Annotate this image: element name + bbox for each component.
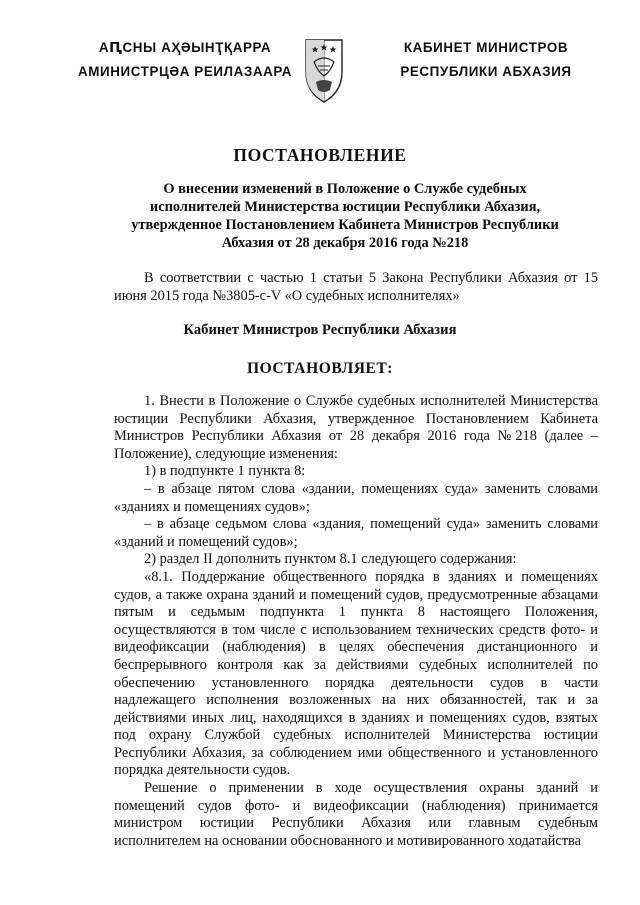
paragraph-7: Решение о применении в ходе осуществления охраны зданий и помещений судов фото- и видеофиксации (наблюдения) принимается министром юстиции Республики Абхазия или главным судебным исполнителем на основании обоснованного и мотивированного ходатайства xyxy=(114,780,598,849)
subject-line-2: исполнителей Министерства юстиции Республики Абхазия, xyxy=(149,199,541,215)
header-russian-line1: КАБИНЕТ МИНИСТРОВ xyxy=(403,40,569,55)
resolves-heading: ПОСТАНОВЛЯЕТ: xyxy=(246,360,394,377)
paragraph-2: 1) в подпункте 1 пункта 8: xyxy=(144,463,306,480)
document-title: ПОСТАНОВЛЕНИЕ xyxy=(233,145,407,165)
header-abkhaz-line1: АԤСНЫ АҲӘЫНҬҚАРРА xyxy=(98,40,272,55)
paragraph-1: 1. Внести в Положение о Службе судебных исполнителей Министерства юстиции Республики Абхазия, утвержденное Постановлением Кабинета Министров Республики Абхазия от 28 декабря 2016 года №218 (далее – Положение), следующие изменения: xyxy=(114,393,598,462)
coat-of-arms-icon xyxy=(300,32,348,104)
paragraph-3: – в абзаце пятом слова «здании, помещениях суда» заменить словами «зданиях и помещениях судов»; xyxy=(114,480,598,515)
paragraph-4: – в абзаце седьмом слова «здания, помещений суда» заменить словами «зданий и помещений судов»; xyxy=(114,516,598,550)
subject-line-4: Абхазия от 28 декабря 2016 года №218 xyxy=(221,235,469,251)
subject-line-3: утвержденное Постановлением Кабинета Министров Республики xyxy=(131,217,559,233)
header-russian-line2: РЕСПУБЛИКИ АБХАЗИЯ xyxy=(400,64,572,79)
subject-line-1: О внесении изменений в Положение о Службе судебных xyxy=(163,181,527,197)
paragraph-5: 2) раздел II дополнить пунктом 8.1 следующего содержания: xyxy=(144,551,517,568)
document-body xyxy=(114,393,598,850)
preamble-text: В соответствии с частью 1 статьи 5 Закона Республики Абхазия от 15 июня 2015 года №3805-с-V «О судебных исполнителях» xyxy=(114,270,598,304)
header-russian xyxy=(386,36,586,84)
preamble xyxy=(114,270,598,305)
issuing-authority: Кабинет Министров Республики Абхазия xyxy=(183,322,457,338)
document-subject xyxy=(110,180,580,252)
paragraph-6: «8.1. Поддержание общественного порядка в зданиях и помещениях судов, а также охрана зданий и помещений судов, предусмотренные абзацами пятым и седьмым подпункта 1 пункта 8 настоящего Положения, осуществляются в том числе с использованием технических средств фото- и видеофиксации (наблюдения) в целях обеспечения дистанционного и беспрерывного контроля как за действиями судебных исполнителей по обеспечению установленного порядка деятельности судов в части надлежащего исполнения возложенных на них обязанностей, так и за действиями иных лиц, находящихся в зданиях и помещениях судов, взятых под охрану Службой судебных исполнителей Министерства юстиции Республики Абхазия, за соблюдением ими общественного и установленного порядка деятельности судов. xyxy=(114,568,598,779)
header-abkhaz xyxy=(70,36,300,84)
header-abkhaz-line2: АМИНИСТРЦӘА РЕИЛАЗААРА xyxy=(78,64,292,79)
